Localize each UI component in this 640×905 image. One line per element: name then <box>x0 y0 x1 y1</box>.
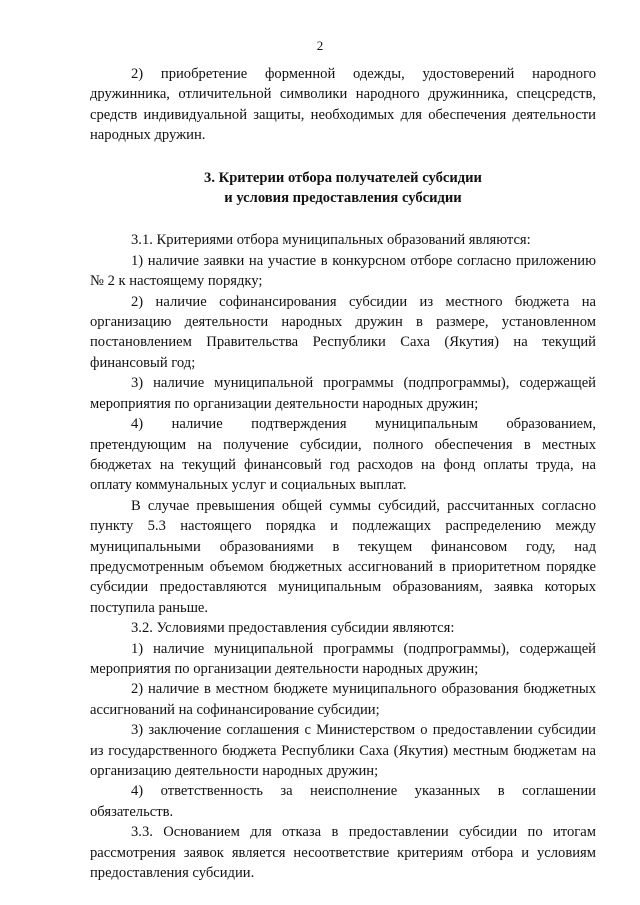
section-3-2-item-2: 2) наличие в местном бюджете муниципального образования бюджетных ассигнований на софинансирование субсидии; <box>90 681 596 718</box>
section-3-1-intro: 3.1. Критериями отбора муниципальных образований являются: <box>131 232 531 249</box>
intro-paragraph: 2) приобретение форменной одежды, удостоверений народного дружинника, отличительной символики народного дружинника, спецсредств, средств индивидуальной защиты, необходимых для обеспечения деятельности народных дружин. <box>90 66 596 144</box>
section-3-1-item-2: 2) наличие софинансирования субсидии из местного бюджета на организацию деятельности народных дружин в размере, установленном постановлением Правительства Республики Саха (Якутия) на текущий финансовый год; <box>90 293 596 371</box>
section-3-2-intro: 3.2. Условиями предоставления субсидии являются: <box>131 620 455 637</box>
section-heading <box>90 168 596 209</box>
section-3-1-item-3: 3) наличие муниципальной программы (подпрограммы), содержащей мероприятия по организации деятельности народных дружин; <box>90 375 596 412</box>
document-body <box>90 64 596 883</box>
section-heading-line-2: и условия предоставления субсидии <box>224 190 462 207</box>
section-3-1-note: В случае превышения общей суммы субсидий, рассчитанных согласно пункту 5.3 настоящего порядка и подлежащих распределению между муниципальными образованиями в текущем финансовом году, над предусмотренным объемом бюджетных ассигнований в приоритетном порядке субсидии предоставляются муниципальным образованиям, заявка которых поступила раньше. <box>90 497 596 616</box>
section-3-1-item-1: 1) наличие заявки на участие в конкурсном отборе согласно приложению № 2 к настоящему порядку; <box>90 252 596 290</box>
section-3-3-text: 3.3. Основанием для отказа в предоставлении субсидии по итогам рассмотрения заявок является несоответствие критериям отбора и условиям предоставления субсидии. <box>90 824 596 882</box>
section-3-2-item-1: 1) наличие муниципальной программы (подпрограммы), содержащей мероприятия по организации деятельности народных дружин; <box>90 640 596 677</box>
section-heading-line-1: 3. Критерии отбора получателей субсидии <box>204 169 482 186</box>
section-3-2-item-3: 3) заключение соглашения с Министерством о предоставлении субсидии из государственного бюджета Республики Саха (Якутия) местным бюджетам на организацию деятельности народных дружин; <box>90 722 596 779</box>
section-3-1-item-4: 4) наличие подтверждения муниципальным образованием, претендующим на получение субсидии, полного обеспечения в местных бюджетах на текущий финансовый год расходов на фонд оплаты труда, на оплату коммунальных услуг и социальных выплат. <box>90 416 596 494</box>
section-3-2-item-4: 4) ответственность за неисполнение указанных в соглашении обязательств. <box>90 783 596 820</box>
page-number: 2 <box>316 38 324 53</box>
